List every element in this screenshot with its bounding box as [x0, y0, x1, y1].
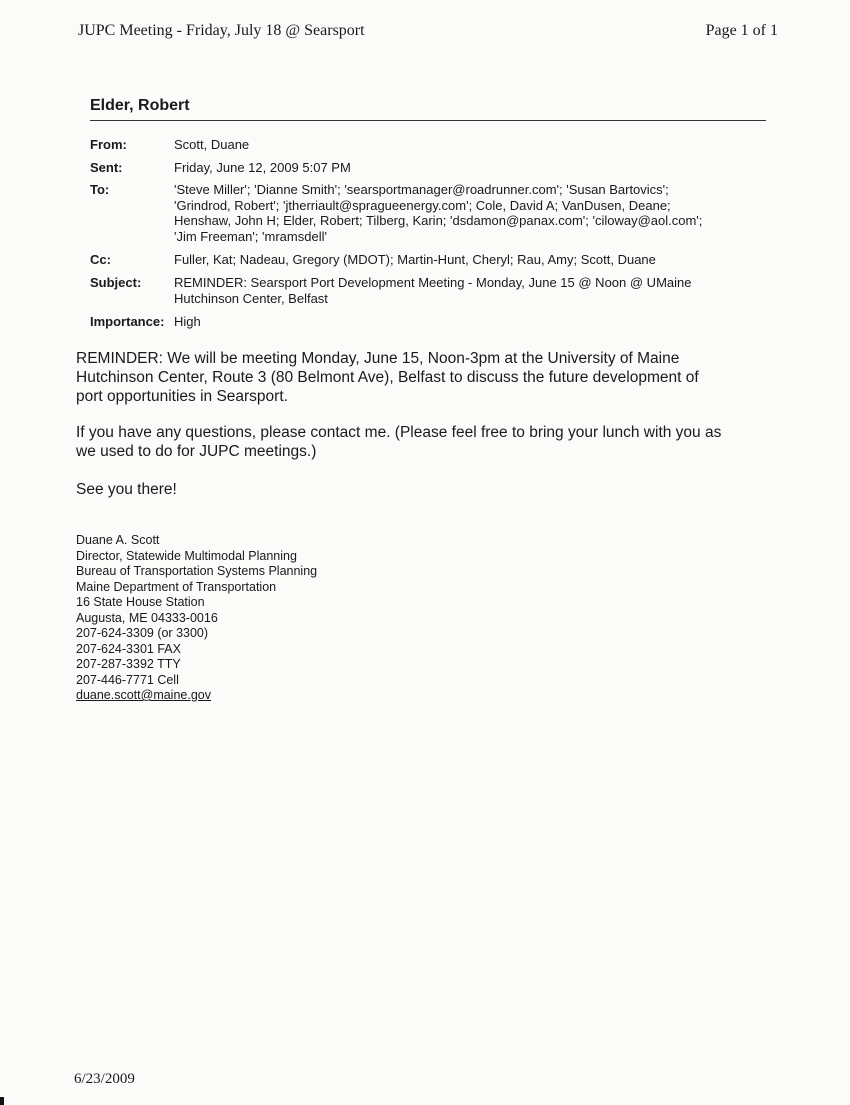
subject-value: REMINDER: Searsport Port Development Meeting - Monday, June 15 @ Noon @ UMaine Hutchinson Center, Belfast: [174, 275, 692, 306]
sent-label: Sent:: [90, 160, 123, 175]
signature-fax: 207-624-3301 FAX: [76, 641, 181, 656]
signature-title: Director, Statewide Multimodal Planning: [76, 548, 297, 563]
cc-value: Fuller, Kat; Nadeau, Gregory (MDOT); Martin-Hunt, Cheryl; Rau, Amy; Scott, Duane: [174, 252, 656, 267]
page-number: Page 1 of 1: [705, 22, 778, 39]
footer-date: 6/23/2009: [74, 1071, 135, 1087]
signature-bureau: Bureau of Transportation Systems Planning: [76, 564, 318, 578]
signature-department: Maine Department of Transportation: [76, 579, 277, 594]
signature-address: 16 State House Station: [76, 595, 205, 609]
recipient-name: Elder, Robert: [90, 97, 190, 114]
signature-email-link[interactable]: duane.scott@maine.gov: [76, 688, 211, 702]
body-paragraph-questions: If you have any questions, please contact me. (Please feel free to bring your lunch with you as we used to do for JUPC meetings.): [76, 424, 722, 460]
page-header: [78, 22, 778, 44]
importance-label: Importance:: [90, 314, 165, 329]
signature-tty: 207-287-3392 TTY: [76, 657, 181, 671]
signature-block: [76, 533, 317, 704]
body-paragraph-closing: See you there!: [76, 481, 177, 498]
importance-value: High: [174, 314, 201, 329]
signature-name: Duane A. Scott: [76, 533, 160, 547]
signature-city: Augusta, ME 04333-0016: [76, 610, 218, 625]
from-label: From:: [90, 137, 127, 152]
cc-label: Cc:: [90, 252, 111, 267]
header-divider: [90, 120, 766, 121]
header-title: JUPC Meeting - Friday, July 18 @ Searsport: [78, 22, 365, 39]
sent-value: Friday, June 12, 2009 5:07 PM: [174, 160, 351, 175]
to-label: To:: [90, 182, 110, 197]
signature-phone: 207-624-3309 (or 3300): [76, 626, 209, 640]
scan-mark: [0, 1097, 4, 1105]
to-value: 'Steve Miller'; 'Dianne Smith'; 'searsportmanager@roadrunner.com'; 'Susan Bartovics'; 'Grindrod, Robert'; 'jtherriault@spragueenergy.com'; Cole, David A; VanDusen, Deane; Henshaw, John H; Elder, Robert; Tilberg, Karin; 'dsdamon@panax.com'; 'ciloway@aol.com'; 'Jim Freeman'; 'mramsdell': [174, 182, 703, 244]
from-value: Scott, Duane: [174, 137, 250, 152]
subject-label: Subject:: [90, 275, 142, 290]
body-paragraph-reminder: REMINDER: We will be meeting Monday, June 15, Noon-3pm at the University of Maine Hutchinson Center, Route 3 (80 Belmont Ave), Belfast to discuss the future development of port opportunities in Searsport.: [76, 350, 699, 405]
signature-cell: 207-446-7771 Cell: [76, 672, 179, 687]
